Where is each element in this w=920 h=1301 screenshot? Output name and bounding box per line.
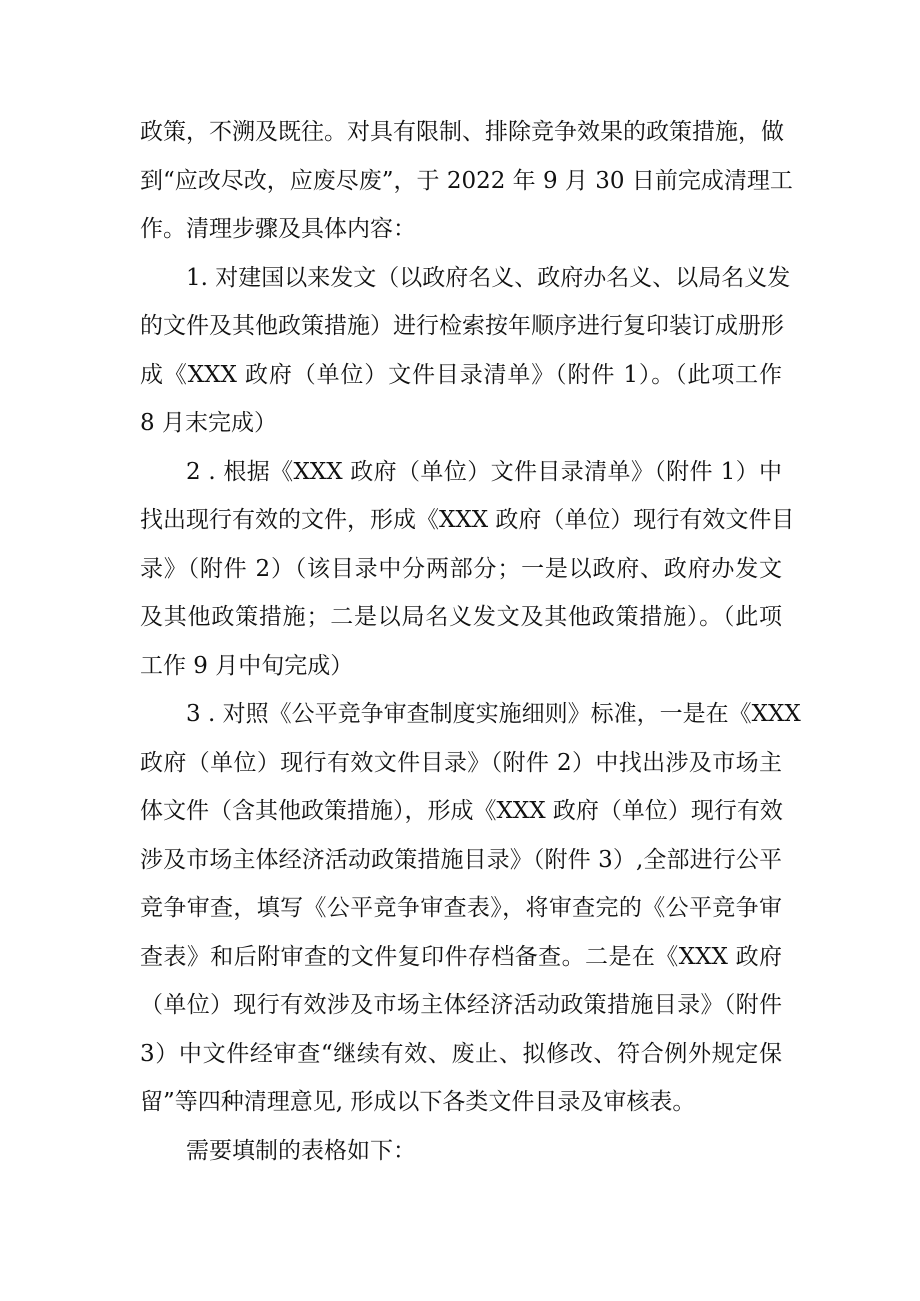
text-line: 政策，不溯及既往。对具有限制、排除竞争效果的政策措施，做 <box>140 119 784 145</box>
text-line: 录》（附件 2）（该目录中分两部分；一是以政府、政府办发文 <box>140 555 782 582</box>
text-line: 3）中文件经审查“继续有效、废止、拟修改、符合例外规定保 <box>140 1040 782 1067</box>
text-line: 及其他政策措施；二是以局名义发文及其他政策措施）。（此项 <box>140 604 782 630</box>
text-line: （单位）现行有效涉及市场主体经济活动政策措施目录》（附件 <box>140 992 782 1018</box>
text-line: 涉及市场主体经济活动政策措施目录》（附件 3）,全部进行公平 <box>140 846 782 873</box>
text-line: 体文件（含其他政策措施），形成《XXX 政府（单位）现行有效 <box>140 798 783 824</box>
text-line: 的文件及其他政策措施）进行检索按年顺序进行复印装订成册形 <box>140 313 784 339</box>
text-line: 到“应改尽改，应废尽废”，于 2022 年 9 月 30 日前完成清理工 <box>140 167 793 194</box>
text-line: 2 . 根据《XXX 政府（单位）文件目录清单》（附件 1）中 <box>186 458 782 485</box>
text-line: 1. 对建国以来发文（以政府名义、政府办名义、以局名义发 <box>186 264 791 291</box>
text-line: 需要填制的表格如下： <box>186 1137 416 1164</box>
text-line: 竞争审查，填写《公平竞争审查表》，将审查完的《公平竞争审 <box>140 895 782 921</box>
text-line: 留”等四种清理意见, 形成以下各类文件目录及审核表。 <box>140 1089 696 1115</box>
text-line: 3 . 对照《公平竞争审查制度实施细则》标准，一是在《XXX <box>186 701 801 727</box>
text-line: 成《XXX 政府（单位）文件目录清单》（附件 1）。（此项工作 <box>140 361 782 388</box>
text-line: 找出现行有效的文件，形成《XXX 政府（单位）现行有效文件目 <box>140 507 795 533</box>
text-line: 查表》和后附审查的文件复印件存档备查。二是在《XXX 政府 <box>140 943 782 970</box>
document-body <box>140 108 801 1175</box>
text-line: 8 月末完成） <box>140 410 277 436</box>
text-line: 工作 9 月中旬完成） <box>140 652 354 679</box>
text-line: 政府（单位）现行有效文件目录》（附件 2）中找出涉及市场主 <box>140 749 782 776</box>
text-line: 作。清理步骤及具体内容： <box>140 216 416 242</box>
